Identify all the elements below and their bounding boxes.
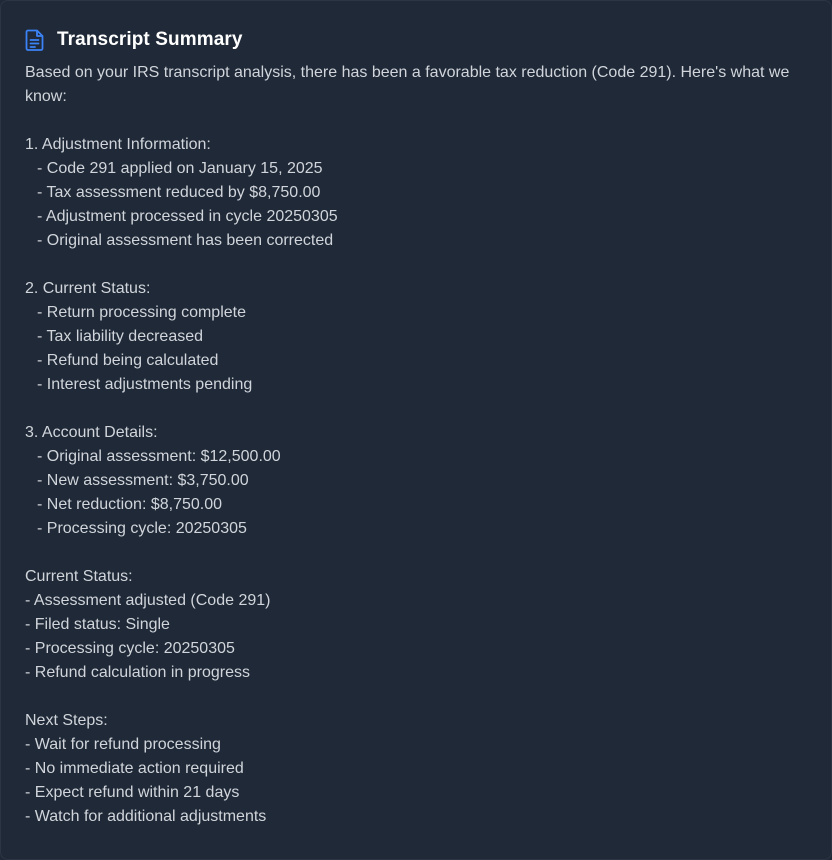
section-account-details (25, 421, 807, 541)
document-icon (25, 28, 47, 52)
list-item: - Code 291 applied on January 15, 2025 (37, 160, 323, 177)
list-item: - Assessment adjusted (Code 291) (25, 592, 271, 609)
list-item: - Filed status: Single (25, 616, 170, 633)
card-header (25, 25, 807, 55)
list-item: - Tax assessment reduced by $8,750.00 (37, 184, 321, 201)
section-current-status-numbered (25, 277, 807, 397)
section-next-steps (25, 709, 807, 829)
list-item: - No immediate action required (25, 760, 244, 777)
list-item: - New assessment: $3,750.00 (37, 472, 249, 489)
list-item: - Wait for refund processing (25, 736, 221, 753)
list-item: - Interest adjustments pending (37, 376, 253, 393)
list-item: - Watch for additional adjustments (25, 808, 267, 825)
section-heading: 1. Adjustment Information: (25, 136, 211, 153)
list-item: - Original assessment: $12,500.00 (37, 448, 281, 465)
section-heading: Current Status: (25, 568, 133, 585)
section-heading: 2. Current Status: (25, 280, 151, 297)
list-item: - Refund being calculated (37, 352, 219, 369)
list-item: - Tax liability decreased (37, 328, 204, 345)
list-item: - Net reduction: $8,750.00 (37, 496, 223, 513)
summary-body (25, 61, 807, 829)
list-item: - Processing cycle: 20250305 (25, 640, 235, 657)
list-item: - Refund calculation in progress (25, 664, 251, 681)
list-item: - Expect refund within 21 days (25, 784, 240, 801)
section-current-status (25, 565, 807, 685)
list-item: - Original assessment has been corrected (37, 232, 334, 249)
intro-text: Based on your IRS transcript analysis, there has been a favorable tax reduction (Code 291). Here's what we know: (25, 64, 790, 105)
section-adjustment-information (25, 133, 807, 253)
list-item: - Return processing complete (37, 304, 246, 321)
list-item: - Processing cycle: 20250305 (37, 520, 247, 537)
section-heading: 3. Account Details: (25, 424, 158, 441)
card-title: Transcript Summary (57, 29, 243, 50)
section-heading: Next Steps: (25, 712, 108, 729)
list-item: - Adjustment processed in cycle 20250305 (37, 208, 338, 225)
